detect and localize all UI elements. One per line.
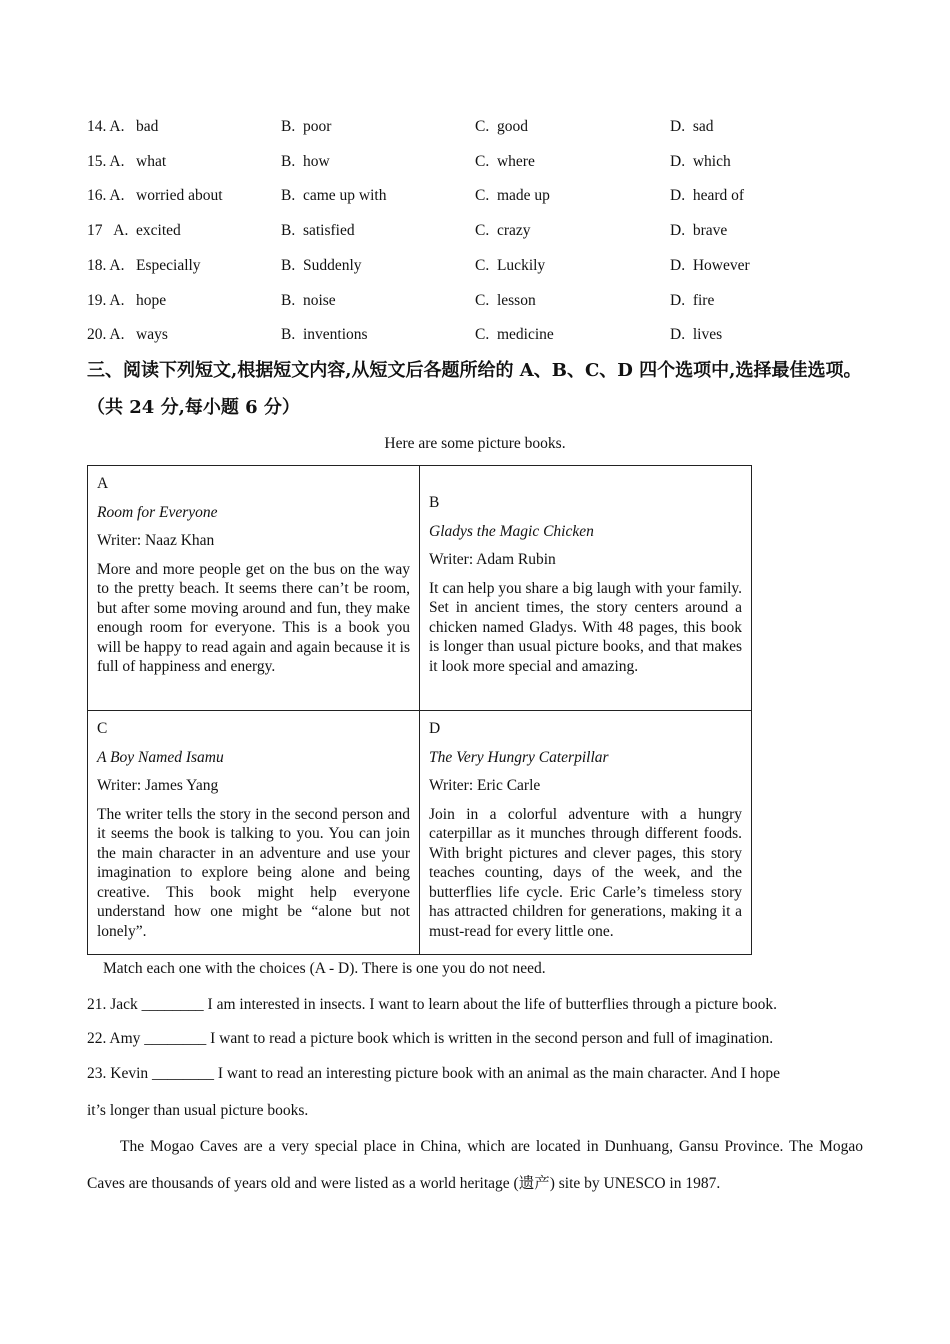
option-d (670, 326, 722, 344)
option-b (281, 153, 330, 171)
option-a (136, 187, 223, 205)
book-desc: Join in a colorful adventure with a hungry caterpillar as it munches through different foods. With bright pictures and clever pages, this story teaches counting, days of the week, and the butterflies life cycle. Eric Carle’s timeless story has attracted children for generations, making it a must-read for every little one. (429, 805, 742, 940)
option-num (87, 153, 124, 171)
option-text: came up with (302, 187, 387, 205)
option-text: how (302, 152, 330, 170)
option-d (670, 292, 714, 310)
option-text: noise (302, 291, 336, 309)
option-text: brave (692, 222, 728, 240)
option-letter: D. (670, 187, 693, 205)
option-c (475, 187, 550, 205)
books-table (87, 465, 752, 955)
option-text: Especially (136, 256, 201, 274)
option-text: what (136, 152, 167, 170)
option-letter: C. (475, 187, 497, 205)
option-letter: D. (670, 118, 693, 135)
option-c (475, 153, 535, 171)
question-22: 22. Amy ________ I want to read a picture book which is written in the second person and full of imagination. (87, 1030, 774, 1047)
option-text: 20. A. (87, 326, 125, 344)
option-letter: B. (281, 326, 303, 344)
passage-paragraph: The Mogao Caves are a very special place in China, which are located in Dunhuang, Gansu Province. The Mogao Caves are thousands of years old and were listed as a world heritage (遗产) site by UNESCO in 1987. (87, 1138, 863, 1192)
option-num (87, 292, 124, 310)
option-d (670, 257, 750, 275)
option-letter: D. (670, 256, 693, 274)
option-row (87, 118, 887, 138)
option-text: excited (136, 222, 181, 240)
option-d (670, 222, 727, 240)
option-d (670, 118, 714, 136)
option-letter: C. (475, 222, 497, 240)
option-text: medicine (496, 326, 554, 344)
option-text: worried about (136, 187, 223, 205)
question-23-continued: it’s longer than usual picture books. (87, 1102, 309, 1119)
book-desc: More and more people get on the bus on the way to the pretty beach. It seems there can’t be room, but after some moving around and fun, they make enough room for everyone. This is a book you will be happy to read again and again because it is full of happiness and energy. (97, 560, 410, 675)
option-row (87, 257, 887, 277)
option-c (475, 292, 536, 310)
option-b (281, 257, 362, 275)
option-row (87, 292, 887, 312)
match-instruction: Match each one with the choices (A - D). There is one you do not need. (103, 960, 546, 977)
option-text: heard of (692, 187, 745, 205)
book-cell-a (88, 466, 420, 711)
book-desc: It can help you share a big laugh with your family. Set in ancient times, the story centers around a chicken named Gladys. With 48 pages, this book is longer than usual picture books, and that makes it look more special and amazing. (429, 579, 742, 675)
option-text: 18. A. (87, 256, 125, 274)
option-c (475, 222, 531, 240)
option-d (670, 153, 731, 171)
option-a (136, 222, 181, 240)
question-23: 23. Kevin ________ I want to read an interesting picture book with an animal as the main character. And I hope (87, 1065, 780, 1082)
option-text: inventions (302, 326, 368, 344)
option-text: hope (136, 291, 167, 309)
option-a (136, 326, 168, 344)
option-a (136, 118, 158, 136)
option-letter: D. (670, 222, 693, 240)
option-letter: B. (281, 222, 303, 240)
book-writer: Writer: James Yang (97, 777, 219, 794)
book-writer: Writer: Eric Carle (429, 777, 541, 794)
option-text: poor (302, 118, 332, 135)
option-text: 17 A. (87, 222, 129, 240)
option-letter: C. (475, 291, 497, 309)
option-text: lives (692, 326, 723, 344)
book-cell-b (420, 466, 752, 711)
option-row (87, 326, 887, 346)
book-letter: C (97, 720, 108, 737)
option-text: Luckily (496, 256, 546, 274)
question-21: 21. Jack ________ I am interested in insects. I want to learn about the life of butterflies through a picture book. (87, 996, 777, 1013)
option-letter: B. (281, 187, 303, 205)
book-title: The Very Hungry Caterpillar (429, 748, 609, 766)
option-letter: C. (475, 118, 497, 135)
option-a (136, 292, 166, 310)
option-text: good (496, 118, 528, 135)
option-letter: B. (281, 291, 303, 309)
option-b (281, 326, 368, 344)
option-c (475, 257, 545, 275)
option-b (281, 222, 355, 240)
option-text: ways (136, 326, 168, 344)
option-text: fire (692, 291, 715, 309)
option-letter: D. (670, 152, 693, 170)
option-letter: C. (475, 152, 497, 170)
option-num (87, 257, 124, 275)
option-num (87, 326, 124, 344)
option-letter: D. (670, 291, 693, 309)
option-text: Suddenly (302, 256, 362, 274)
option-text: crazy (496, 222, 531, 240)
option-num (87, 222, 128, 240)
option-b (281, 187, 386, 205)
option-text: 16. A. (87, 187, 125, 205)
option-text: 19. A. (87, 291, 125, 309)
option-text: 15. A. (87, 152, 125, 170)
book-title: Room for Everyone (97, 503, 218, 521)
option-c (475, 118, 528, 136)
option-text: bad (136, 118, 159, 135)
option-text: made up (496, 187, 550, 205)
option-b (281, 118, 331, 136)
option-row (87, 187, 887, 207)
option-row (87, 153, 887, 173)
book-writer: Writer: Adam Rubin (429, 551, 556, 568)
option-c (475, 326, 554, 344)
book-letter: A (97, 475, 109, 492)
option-letter: B. (281, 152, 303, 170)
option-text: However (692, 256, 750, 274)
option-a (136, 153, 166, 171)
option-letter: D. (670, 326, 693, 344)
option-row (87, 222, 887, 242)
book-title: Gladys the Magic Chicken (429, 522, 594, 540)
book-writer: Writer: Naaz Khan (97, 532, 215, 549)
option-text: where (496, 152, 535, 170)
intro-text: Here are some picture books. (384, 435, 566, 452)
book-title: A Boy Named Isamu (97, 748, 224, 766)
option-text: satisfied (302, 222, 355, 240)
option-letter: B. (281, 256, 303, 274)
book-letter: D (429, 720, 441, 737)
option-text: 14. A. (87, 118, 125, 135)
option-letter: C. (475, 326, 497, 344)
option-text: which (692, 152, 731, 170)
option-text: lesson (496, 291, 536, 309)
book-desc: The writer tells the story in the second person and it seems the book is talking to you. You can join the main character in an adventure and use your imagination to explore being alone and being creative. This book might help everyone understand how one might be “alone but not lonely”. (97, 805, 410, 940)
option-a (136, 257, 201, 275)
section-heading: 三、阅读下列短文,根据短文内容,从短文后各题所给的 A、B、C、D 四个选项中,选择最佳选项。（共 24 分,每小题 6 分） (87, 360, 862, 418)
option-letter: C. (475, 256, 497, 274)
book-cell-c (88, 711, 420, 955)
option-text: sad (692, 118, 714, 135)
option-letter: B. (281, 118, 303, 135)
option-num (87, 187, 124, 205)
book-letter: B (429, 494, 440, 511)
option-b (281, 292, 336, 310)
option-num (87, 118, 124, 136)
book-cell-d (420, 711, 752, 955)
option-d (670, 187, 744, 205)
